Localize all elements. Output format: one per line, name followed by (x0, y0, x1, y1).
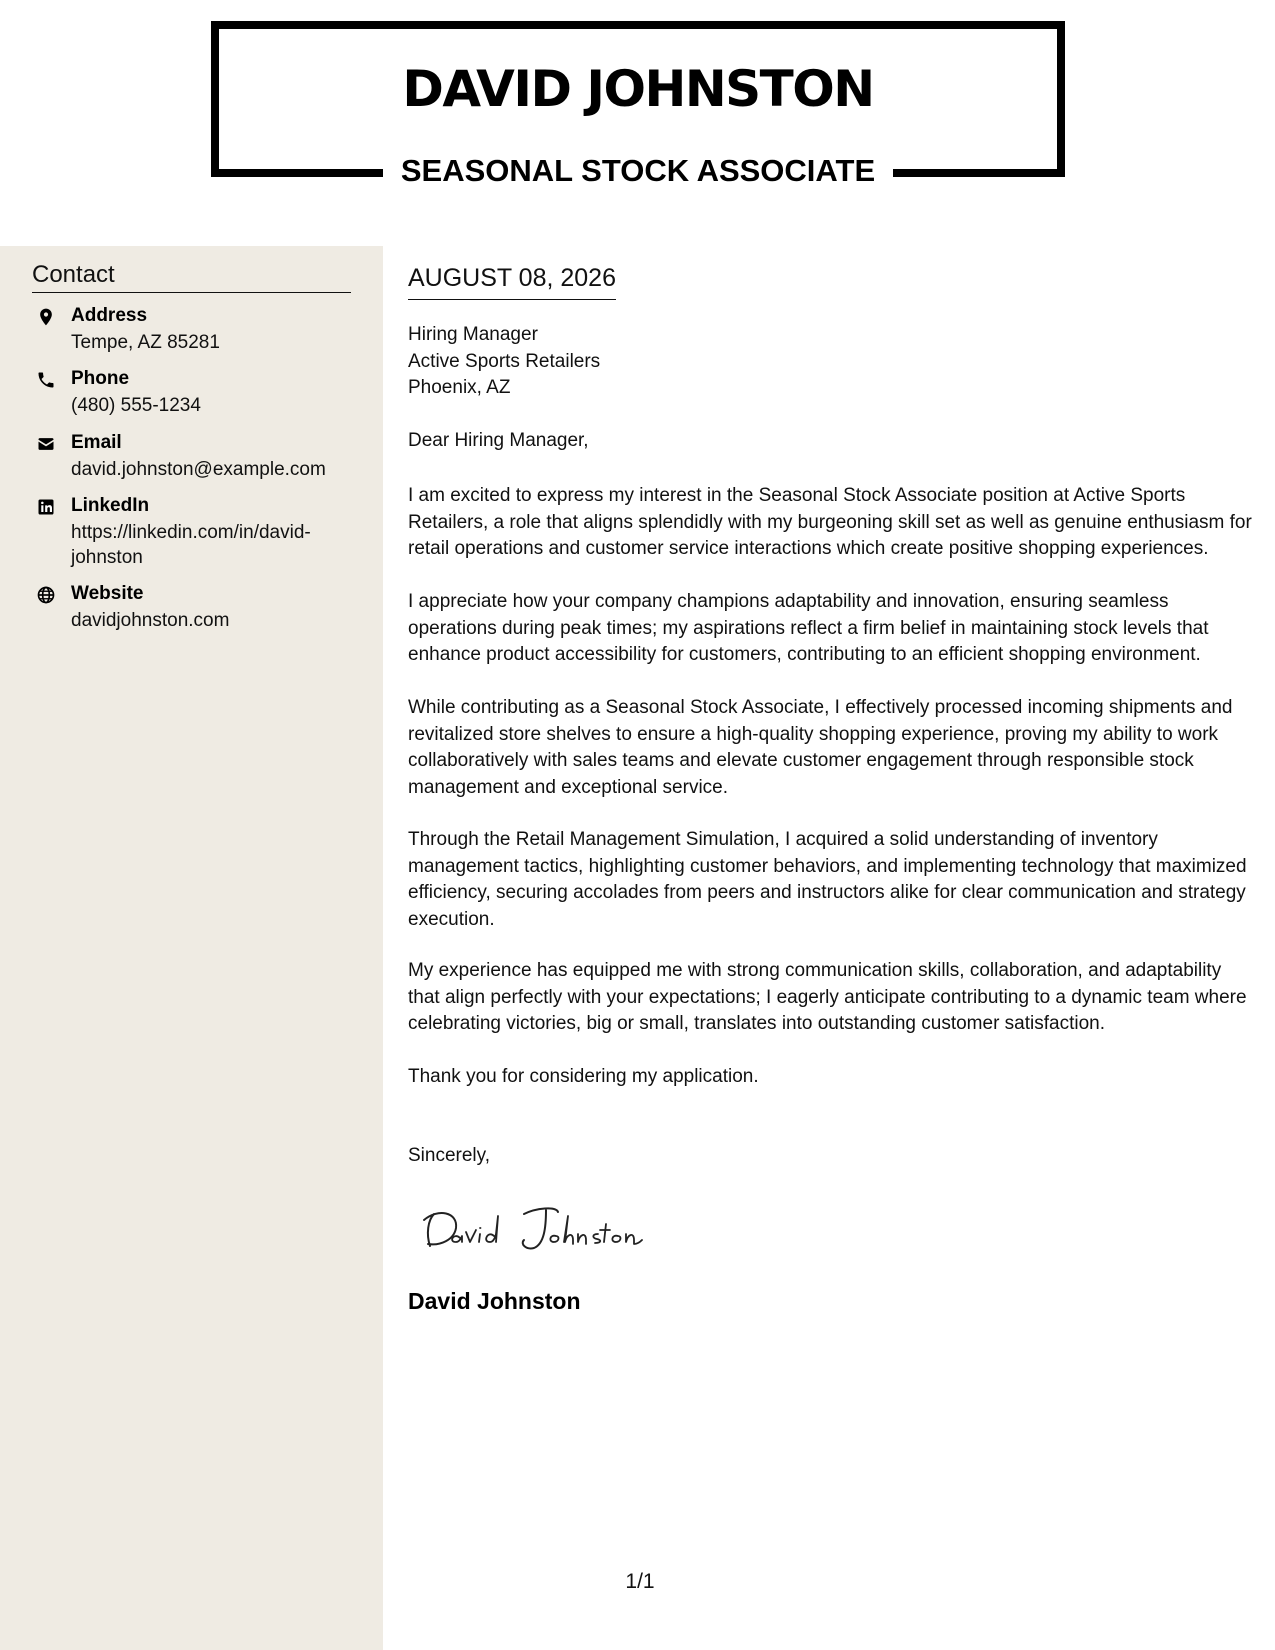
recipient-company: Active Sports Retailers (408, 350, 601, 372)
job-title: SEASONAL STOCK ASSOCIATE (400, 153, 876, 188)
phone-icon (36, 370, 56, 390)
contact-label: Website (71, 583, 144, 604)
contact-value[interactable]: davidjohnston.com (71, 610, 230, 631)
contact-value: david.johnston@example.com (71, 459, 326, 480)
applicant-name: DAVID JOHNSTON (402, 60, 874, 118)
closing: Sincerely, (408, 1145, 491, 1166)
recipient-block (408, 322, 600, 402)
header-frame-bottom-left (211, 169, 383, 177)
contact-label: Phone (71, 368, 130, 389)
contact-label: Email (71, 432, 122, 453)
envelope-icon (36, 434, 56, 454)
letter-paragraph: While contributing as a Seasonal Stock Associate, I effectively processed incoming shipments and revitalized store shelves to ensure a high-quality shopping experience, proving my ability to work collaboratively with sales teams and elevate customer engagement through responsible stock management and exceptional service. (408, 697, 1233, 798)
contact-label: Address (71, 305, 148, 326)
letter-paragraph: My experience has equipped me with strong communication skills, collaboration, and adaptability that align perfectly with your expectations; I eagerly anticipate contributing to a dynamic team where celebrating victories, big or small, translates into outstanding customer satisfaction. (408, 960, 1247, 1034)
letter-date: AUGUST 08, 2026 (408, 264, 616, 300)
signed-name: David Johnston (408, 1288, 581, 1314)
page-number: 1/1 (625, 1570, 655, 1593)
map-pin-icon (36, 307, 56, 327)
salutation: Dear Hiring Manager, (408, 430, 589, 451)
letter-paragraph: Through the Retail Management Simulation, I acquired a solid understanding of inventory management tactics, highlighting customer behaviors, and implementing technology that maximized efficiency, securing accolades from peers and instructors alike for clear communication and strategy execution. (408, 829, 1247, 930)
header-frame-bottom-right (893, 169, 1065, 177)
letter-paragraph: I appreciate how your company champions adaptability and innovation, ensuring seamless operations during peak times; my aspirations reflect a firm belief in maintaining stock levels that enhance product accessibility for customers, contributing to an efficient shopping environment. (408, 591, 1209, 665)
linkedin-icon (36, 497, 56, 517)
contact-value[interactable]: https://linkedin.com/in/david-johnston (71, 522, 311, 568)
letter-paragraph: Thank you for considering my application. (408, 1066, 759, 1087)
contact-heading: Contact (32, 261, 351, 293)
recipient-location: Phoenix, AZ (408, 377, 511, 398)
contact-value: (480) 555-1234 (71, 395, 201, 416)
handwritten-signature (416, 1200, 666, 1260)
recipient-title: Hiring Manager (408, 324, 538, 345)
contact-value: Tempe, AZ 85281 (71, 332, 220, 353)
globe-icon (36, 585, 56, 605)
letter-paragraph: I am excited to express my interest in the Seasonal Stock Associate position at Active Sports Retailers, a role that aligns splendidly with my burgeoning skill set as well as genuine enthusiasm for retail operations and customer service interactions which create positive shopping experiences. (408, 485, 1252, 559)
contact-label: LinkedIn (71, 495, 150, 516)
